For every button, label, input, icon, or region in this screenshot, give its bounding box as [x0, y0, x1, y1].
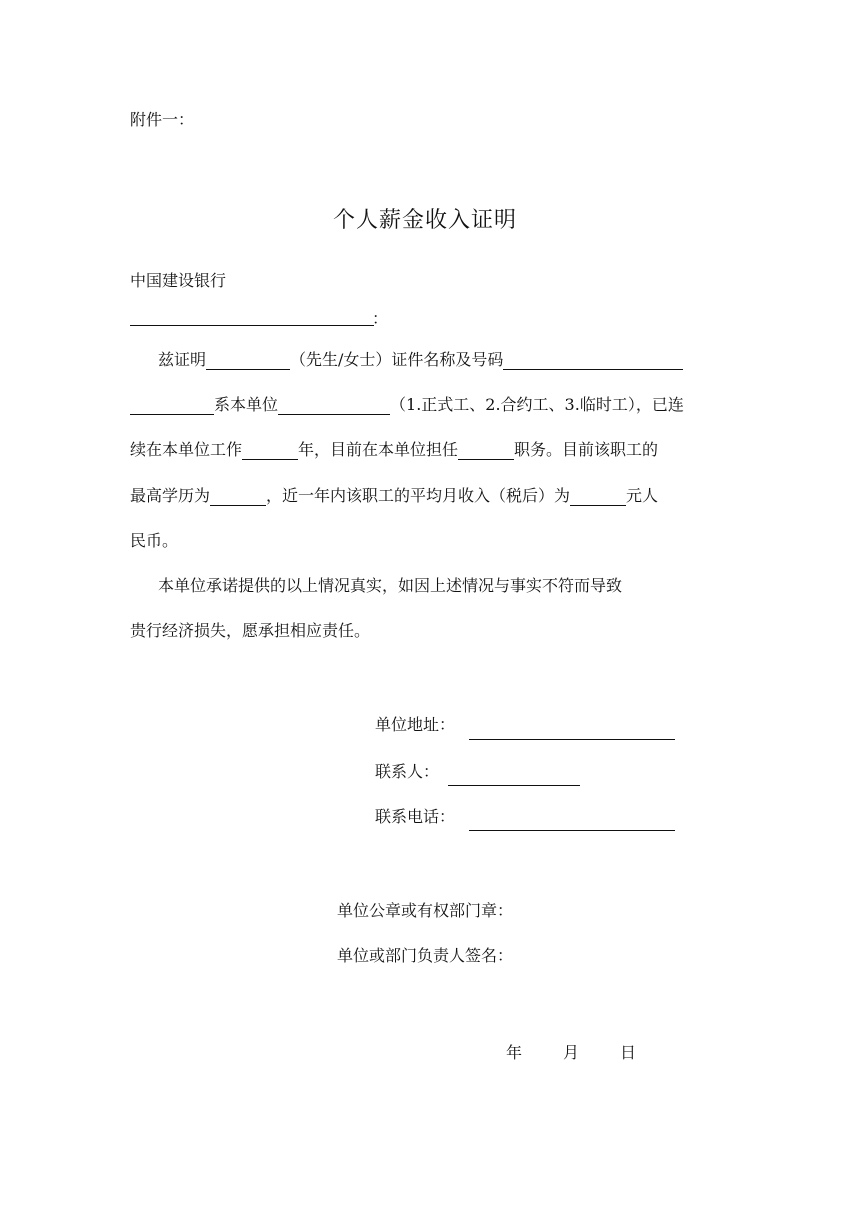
contact-person-label: 联系人： — [375, 762, 440, 781]
body-line-4 — [130, 486, 658, 506]
body-p1-a: 兹证明 — [158, 350, 207, 369]
address-label: 单位地址： — [375, 715, 456, 734]
document-title: 个人薪金收入证明 — [333, 208, 518, 233]
body-p2-a: 系本单位 — [214, 395, 279, 414]
position-blank[interactable] — [458, 441, 514, 460]
body-line-2 — [130, 395, 684, 415]
phone-label: 联系电话： — [375, 807, 456, 826]
addressee-bank: 中国建设银行 — [130, 271, 227, 290]
date-year: 年 — [506, 1043, 523, 1062]
body-line-3 — [130, 440, 658, 460]
body-p1-b: （先生/女士）证件名称及号码 — [290, 350, 504, 369]
date-month: 月 — [563, 1043, 580, 1062]
seal-label: 单位公章或有权部门章： — [337, 901, 514, 920]
date-line — [506, 1043, 636, 1063]
body-line-7: 贵行经济损失，愿承担相应责任。 — [130, 621, 371, 640]
years-worked-blank[interactable] — [242, 441, 298, 460]
body-p2-b: （1.正式工、2.合约工、3.临时工），已连 — [390, 395, 684, 414]
body-p3-a: 续在本单位工作 — [130, 440, 243, 459]
body-p3-b: 年，目前在本单位担任 — [298, 440, 459, 459]
addressee-colon: ： — [372, 309, 389, 328]
address-blank[interactable] — [469, 739, 675, 740]
body-line-1 — [158, 350, 683, 370]
employment-type-blank[interactable] — [278, 396, 390, 415]
body-line-6: 本单位承诺提供的以上情况真实，如因上述情况与事实不符而导致 — [158, 576, 623, 595]
education-blank[interactable] — [210, 487, 266, 506]
attachment-label: 附件一： — [130, 110, 195, 129]
body-p4-b: ，近一年内该职工的平均月收入（税后）为 — [266, 486, 571, 505]
income-blank[interactable] — [570, 487, 626, 506]
body-p4-c: 元人 — [626, 486, 659, 505]
addressee-branch-blank[interactable] — [130, 325, 374, 326]
date-day: 日 — [620, 1043, 637, 1062]
body-p3-c: 职务。目前该职工的 — [514, 440, 659, 459]
contact-person-blank[interactable] — [448, 785, 580, 786]
phone-blank[interactable] — [469, 830, 675, 831]
body-p4-a: 最高学历为 — [130, 486, 211, 505]
employee-name-blank[interactable] — [206, 351, 290, 370]
id-number-blank[interactable] — [503, 351, 683, 370]
id-number-blank-cont[interactable] — [130, 396, 214, 415]
body-line-5: 民币。 — [130, 531, 179, 550]
signature-label: 单位或部门负责人签名： — [337, 946, 514, 965]
